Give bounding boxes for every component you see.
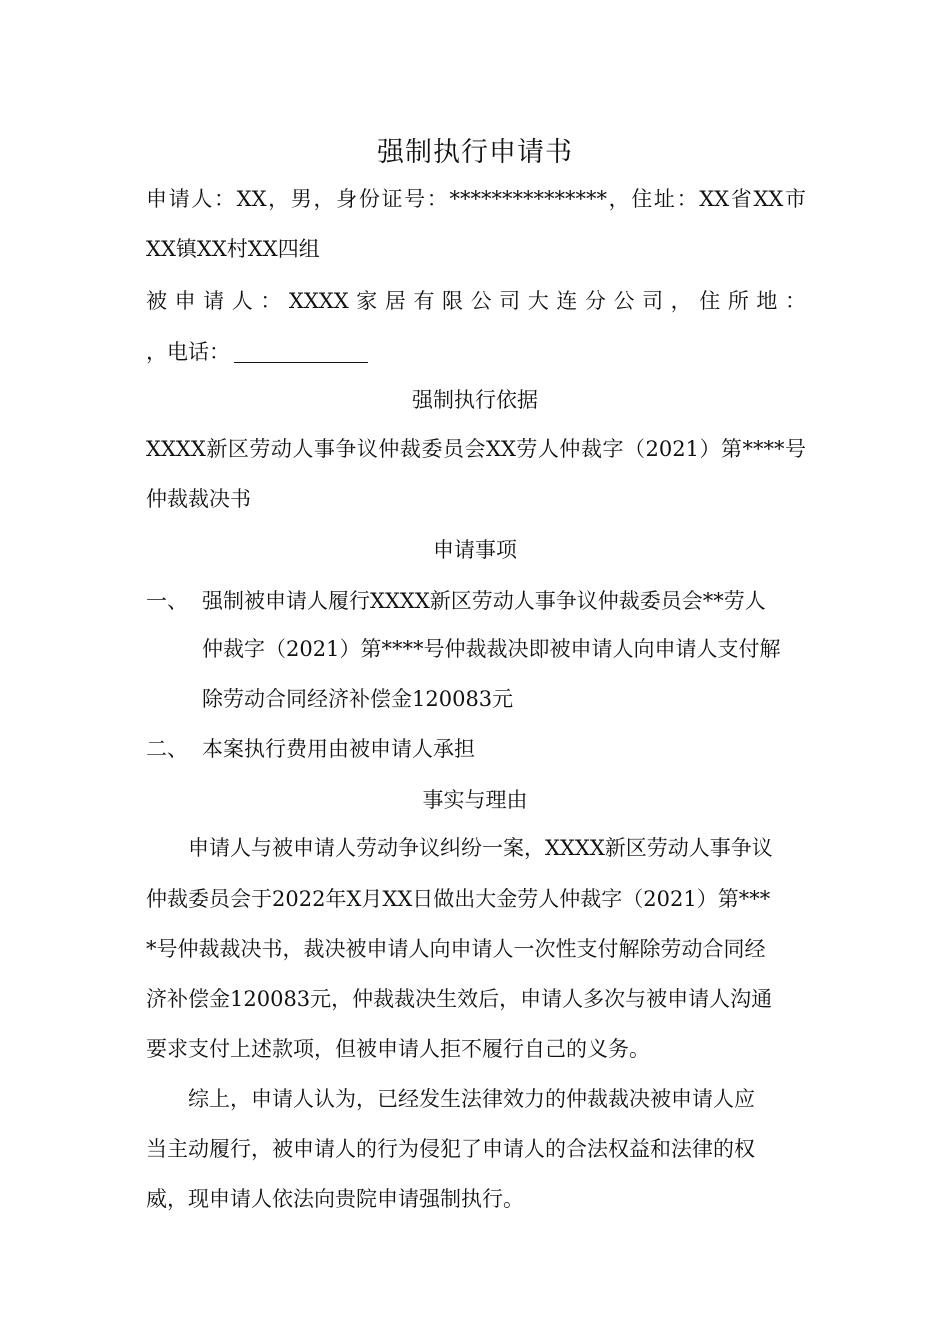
basis-line-2: 仲裁裁决书 (146, 487, 251, 511)
facts-p1-line: *号仲裁裁决书，裁决被申请人向申请人一次性支付解除劳动合同经 (146, 937, 766, 961)
respondent-line-1: 被申请人：XXXX家居有限公司大连分公司，住所地： (146, 289, 806, 313)
request-line: 本案执行费用由被申请人承担 (202, 737, 475, 761)
facts-heading: 事实与理由 (422, 788, 528, 812)
document-title: 强制执行申请书 (377, 137, 573, 168)
phone-label: ，电话： (146, 340, 230, 364)
request-number: 一、 (146, 589, 188, 613)
applicant-line-1: 申请人：XX，男，身份证号：***************，住址：XX省XX市 (146, 187, 806, 211)
facts-p2-line: 威，现申请人依法向贵院申请强制执行。 (146, 1187, 524, 1211)
facts-p2-line: 综上，申请人认为，已经发生法律效力的仲裁裁决被申请人应 (146, 1087, 755, 1111)
requests-heading: 申请事项 (433, 538, 517, 562)
phone-blank (234, 340, 368, 363)
request-number: 二、 (146, 737, 188, 761)
facts-p1-line: 济补偿金120083元，仲裁裁决生效后，申请人多次与被申请人沟通 (146, 987, 773, 1011)
basis-line-1: XXXX新区劳动人事争议仲裁委员会XX劳人仲裁字（2021）第****号 (146, 437, 806, 461)
facts-p1-line: 仲裁委员会于2022年X月XX日做出大金劳人仲裁字（2021）第*** (146, 887, 771, 911)
facts-p1-line: 申请人与被申请人劳动争议纠纷一案，XXXX新区劳动人事争议 (146, 836, 773, 860)
request-line: 强制被申请人履行XXXX新区劳动人事争议仲裁委员会**劳人 (202, 589, 766, 613)
basis-heading: 强制执行依据 (412, 388, 538, 412)
facts-p2-line: 当主动履行，被申请人的行为侵犯了申请人的合法权益和法律的权 (146, 1137, 755, 1161)
request-line: 仲裁字（2021）第****号仲裁裁决即被申请人向申请人支付解 (202, 637, 781, 661)
applicant-line-2: XX镇XX村XX四组 (146, 237, 320, 261)
request-line: 除劳动合同经济补偿金120083元 (202, 687, 514, 711)
facts-p1-line: 要求支付上述款项，但被申请人拒不履行自己的义务。 (146, 1037, 650, 1061)
respondent-line-2 (146, 337, 368, 367)
